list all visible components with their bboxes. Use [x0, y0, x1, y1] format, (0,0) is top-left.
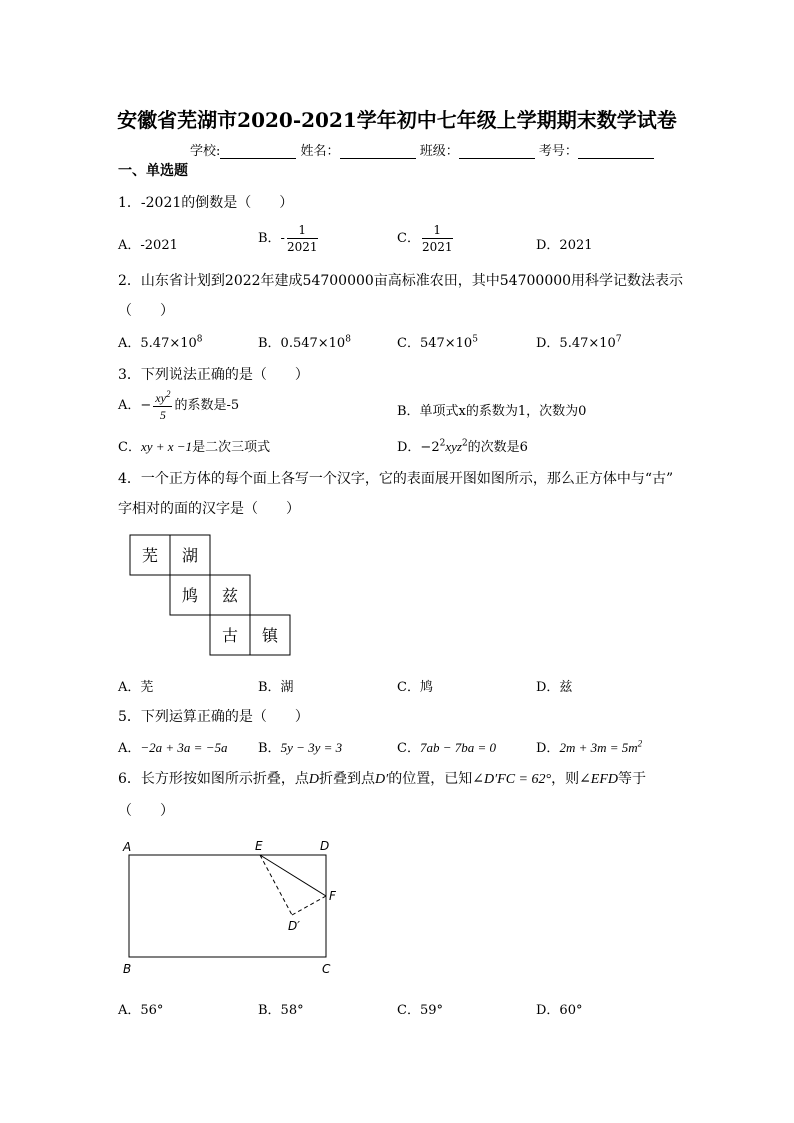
class-label: 班级： [419, 144, 459, 159]
q4-option-d[interactable]: D．兹 [536, 680, 573, 695]
q1-option-c[interactable] [397, 224, 455, 253]
q6-option-d[interactable]: D．60° [536, 1003, 583, 1018]
q4-option-c[interactable]: C．鸠 [397, 680, 433, 695]
q6-stem-e: 等于 [618, 771, 647, 787]
q5-b-prefix: B． [258, 741, 281, 756]
q6-option-c[interactable]: C．59° [397, 1003, 443, 1018]
question-6-stem-cont: （ ） [118, 803, 174, 819]
student-info-line [190, 140, 654, 159]
question-5-stem: 5．下列运算正确的是（ ） [118, 709, 309, 725]
label-c: C [322, 962, 331, 976]
q3-option-c[interactable] [118, 436, 270, 455]
q1-b-num: 1 [287, 224, 318, 239]
q6-stem-d: D [308, 772, 320, 787]
q2-b-base: B．0.547×10 [258, 336, 346, 351]
q5-d-exp: 2 [637, 738, 643, 749]
cube-net-figure [125, 530, 297, 662]
q1-b-fraction [287, 224, 318, 253]
q6-option-b[interactable]: B．58° [258, 1003, 304, 1018]
q5-option-a[interactable] [118, 737, 227, 756]
q1-c-den: 2021 [421, 240, 453, 254]
q3-d-suffix: 的次数是6 [467, 440, 528, 455]
q3-d-exp1: 2 [439, 438, 446, 449]
label-d: D [320, 839, 330, 853]
q3-c-prefix: C． [118, 440, 141, 455]
dashed-line-ed-prime [260, 855, 292, 915]
label-f: F [329, 889, 336, 903]
q5-c-prefix: C． [397, 741, 420, 756]
question-3-stem: 3．下列说法正确的是（ ） [118, 367, 309, 383]
net-char-6: 镇 [261, 626, 279, 645]
q3-a-den: 5 [159, 408, 166, 422]
number-blank[interactable] [578, 144, 654, 159]
fold-line-ef [260, 855, 326, 896]
q3-option-a[interactable] [118, 390, 239, 421]
page-title: 安徽省芜湖市2020-2021学年初中七年级上学期期末数学试卷 [117, 108, 677, 132]
q3-c-suffix: 是二次三项式 [192, 440, 271, 455]
net-char-1: 芜 [141, 546, 159, 565]
question-4-stem-cont: 字相对的面的汉字是（ ） [118, 501, 300, 517]
q6-stem-angle2: ∠EFD [579, 772, 619, 787]
q3-a-prefix: A．− [118, 398, 152, 413]
q2-a-exp: 8 [196, 334, 203, 345]
school-blank[interactable] [220, 144, 296, 159]
q2-option-b[interactable] [258, 332, 351, 351]
q5-d-expr: 2m + 3m = 5m [559, 740, 638, 755]
q5-option-b[interactable] [258, 737, 342, 756]
q5-option-d[interactable] [536, 737, 642, 756]
label-a: A [123, 840, 132, 854]
question-6-stem [118, 768, 646, 788]
q3-c-expr: xy + x −1 [140, 439, 193, 454]
folded-rectangle-figure [115, 835, 345, 981]
q1-b-prefix: B．- [258, 231, 285, 246]
q5-a-expr: −2a + 3a = −5a [140, 740, 228, 755]
q6-option-a[interactable]: A．56° [118, 1003, 164, 1018]
net-char-4: 兹 [221, 586, 239, 605]
dashed-line-d-prime-f [292, 896, 326, 915]
question-2-stem-cont: （ ） [118, 303, 174, 319]
rectangle-abcd [129, 855, 326, 957]
q4-option-a[interactable]: A．芜 [118, 680, 154, 695]
net-char-3: 鸠 [181, 586, 199, 605]
q6-stem-angle1: ∠D′FC = 62° [472, 772, 552, 787]
name-label: 姓名： [300, 144, 340, 159]
school-label: 学校: [190, 144, 221, 159]
q1-option-b[interactable] [258, 224, 320, 253]
q3-a-fraction [153, 390, 172, 421]
q5-d-prefix: D． [536, 741, 560, 756]
q3-d-exp2: 2 [461, 438, 468, 449]
q3-d-mid: xyz [445, 439, 462, 454]
q3-a-num: xy [155, 391, 166, 405]
q2-option-c[interactable] [397, 332, 478, 351]
q2-d-exp: 7 [615, 334, 622, 345]
q6-stem-b: 折叠到点 [319, 771, 376, 787]
q1-option-a[interactable]: A．-2021 [118, 238, 178, 253]
q5-option-c[interactable] [397, 737, 496, 756]
question-2-stem: 2．山东省计划到2022年建成54700000亩高标准农田，其中54700000用科学记数法表示 [118, 273, 684, 289]
q2-option-a[interactable] [118, 332, 203, 351]
q6-stem-d2: D′ [375, 772, 389, 787]
q3-a-num-exp: 2 [165, 389, 171, 399]
section-heading: 一、单选题 [118, 163, 188, 179]
number-label: 考号： [538, 144, 578, 159]
name-blank[interactable] [340, 144, 416, 159]
label-e: E [255, 839, 263, 853]
net-char-5: 古 [221, 626, 239, 645]
net-char-2: 湖 [181, 546, 199, 565]
label-b: B [123, 962, 132, 976]
q6-stem-a: 6．长方形按如图所示折叠，点 [118, 771, 309, 787]
q5-a-prefix: A． [118, 741, 141, 756]
q1-c-fraction [422, 224, 453, 253]
q2-c-exp: 5 [472, 334, 478, 345]
q6-stem-d-text: ，则 [551, 771, 580, 787]
q1-c-prefix: C． [397, 231, 420, 246]
q2-d-base: D．5.47×10 [536, 336, 616, 351]
class-blank[interactable] [459, 144, 535, 159]
q5-b-expr: 5y − 3y = 3 [280, 740, 343, 755]
q2-b-exp: 8 [345, 334, 351, 345]
question-4-stem: 4．一个正方体的每个面上各写一个汉字，它的表面展开图如图所示，那么正方体中与“古” [118, 471, 674, 487]
label-d-prime: D′ [288, 919, 300, 933]
q1-option-d[interactable]: D．2021 [536, 238, 593, 253]
q2-a-base: A．5.47×10 [118, 336, 197, 351]
q3-option-b[interactable]: B．单项式x的系数为1，次数为0 [397, 404, 587, 419]
q1-b-den: 2021 [286, 240, 318, 254]
q3-d-prefix: D．−2 [397, 440, 440, 455]
q3-a-suffix: 的系数是-5 [174, 398, 240, 413]
q3-option-d[interactable] [397, 436, 528, 455]
q2-c-base: C．547×10 [397, 336, 473, 351]
q4-option-b[interactable]: B．湖 [258, 680, 294, 695]
question-1-stem: 1．-2021的倒数是（ ） [118, 195, 294, 211]
q2-option-d[interactable] [536, 332, 622, 351]
q1-c-num: 1 [422, 224, 453, 239]
q6-stem-c: 的位置，已知 [388, 771, 473, 787]
q5-c-expr: 7ab − 7ba = 0 [419, 740, 496, 755]
